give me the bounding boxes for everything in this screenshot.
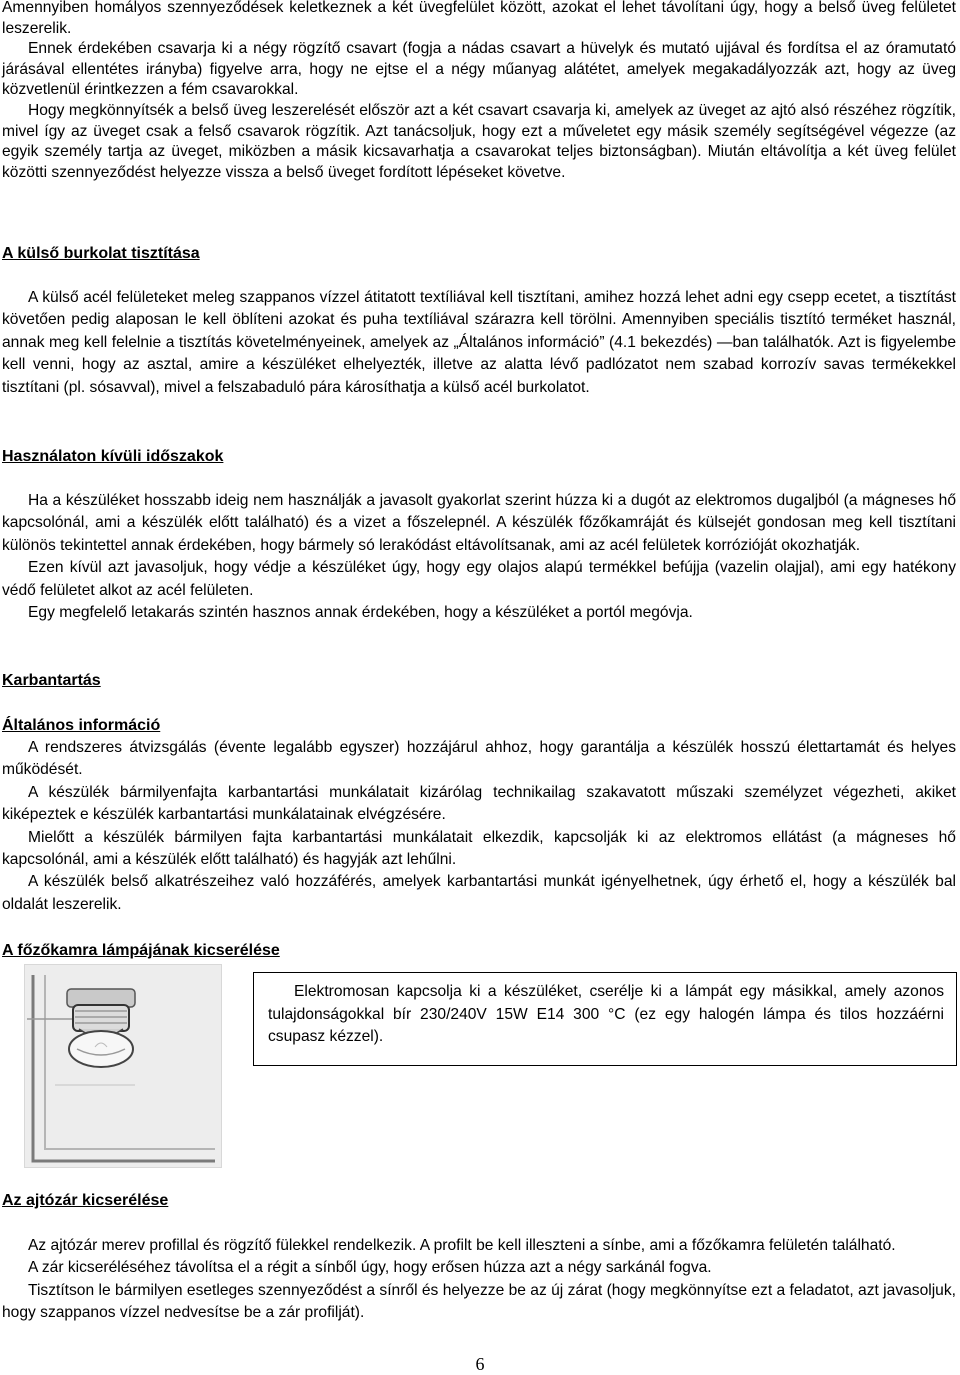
paragraph: Ezen kívül azt javasoljuk, hogy védje a készüléket úgy, hogy egy olajos alapú termékkel befújja (vazelin olajjal), ami egy hatékony védő felületet alkot az acél felületen. (2, 559, 956, 599)
section-heading-exterior: A külső burkolat tisztítása (2, 245, 200, 262)
paragraph: A zár kicseréléséhez távolítsa el a régit a sínből úgy, hogy erősen húzza azt a négy sarkánál fogva. (28, 1259, 712, 1277)
page-number: 6 (475, 1354, 485, 1374)
section-heading-maintenance: Karbantartás (2, 672, 101, 689)
idle-block (2, 490, 956, 624)
exterior-block (2, 287, 956, 399)
paragraph: A rendszeres átvizsgálás (évente legalább egyszer) hozzájárul ahhoz, hogy garantálja a készülék hosszú élettartamát és helyes működését. (2, 739, 956, 779)
paragraph: A készülék belső alkatrészeihez való hozzáférés, amelyek karbantartási munkát igényelhetnek, úgy érhető el, hogy a készülék bal oldalát leszerelik. (2, 873, 956, 913)
paragraph: Az ajtózár merev profillal és rögzítő fülekkel rendelkezik. A profilt be kell illeszteni a sínbe, ami a főzőkamra felületén található. (28, 1237, 896, 1254)
paragraph: Ennek érdekében csavarja ki a négy rögzítő csavart (fogja a nádas csavart a hüvelyk és mutató ujjával és fordítsa el az óramutató járásával ellentétes irányba) figyelve arra, hogy ne ejtse el a négy műanyag alátétet, amelyek megakadályozzák azt, hogy az üveg közvetlenül érintkezzen a fém csavarokkal. (2, 40, 956, 99)
intro-block (2, 0, 956, 183)
paragraph: Ha a készüléket hosszabb ideig nem használják a javasolt gyakorlat szerint húzza ki a dugót az elektromos dugaljból (a mágneses hő kapcsolónál, ami a készülék előtt található) és a vizet a főszelepnél. A készülék főzőkamráját és külsejét gondosan meg kell tisztítani különös tekintettel annak érdekében, hogy bármely só lerakódást eltávolítsanak, ami az acél felületek korrózióját okozhatják. (2, 492, 956, 554)
paragraph: A készülék bármilyenfajta karbantartási munkálatait kizárólag technikailag szakavatott műszaki személyzet végezheti, akiket kiképeztek e készülék karbantartási munkálatainak elvégzésére. (2, 783, 956, 824)
section-heading-general: Általános információ (2, 717, 161, 734)
section-heading-idle: Használaton kívüli időszakok (2, 448, 224, 465)
paragraph: Amennyiben homályos szennyeződések keletkeznek a két üvegfelület között, azokat el lehet távolítani úgy, hogy a belső üveg felületet leszerelik. (2, 0, 956, 37)
paragraph: A külső acél felületeket meleg szappanos vízzel átitatott textíliával kell tisztítani, amihez hozzá lehet adni egy csepp ecetet, a tisztítást követően pedig alaposan le kell öblíteni azokat és puha textíliával szárazra kell törölni. Amennyiben speciális tisztító terméket használ, annak meg kell felelnie a tisztítás követelményeinek, amelyek az „Általános információ” (4.1 bekezdés) —ban találhatók. Azt is figyelembe kell venni, hogy az asztal, amire a készüléket elhelyezték, illetve az alatta lévő padlózatot nem szabad korrozív savas termékekkel tisztítani (pl. sósavval), mivel a felszabaduló pára károsíthatja a külső acél burkolatot. (2, 289, 956, 396)
section-heading-lamp: A főzőkamra lámpájának kicserélése (2, 942, 280, 959)
lamp-instruction-box (253, 972, 957, 1066)
paragraph: Hogy megkönnyítsék a belső üveg leszerelését először azt a két csavart csavarja ki, amelyek az üveget az ajtó alsó részéhez rögzítik, mivel így az üveget csak a felső csavarok rögzítik. Azt tanácsoljuk, hogy ezt a műveletet egy másik személy segítségével végezze (az egyik személy tartja az üveget, miközben a másik kicsavarhatja a csavarokat teljes biztonságban). Miután eltávolítja a két üveg felület közötti szennyeződést helyezze vissza a belső üveget fordított lépéseket követve. (2, 101, 956, 181)
paragraph: Mielőtt a készülék bármilyen fajta karbantartási munkálatait elkezdik, kapcsolják ki az elektromos ellátást (a mágneses hő kapcsolónál, ami a készülék előtt található) és hagyják azt lehűlni. (2, 828, 956, 869)
section-heading-door: Az ajtózár kicserélése (2, 1192, 169, 1209)
door-block (2, 1235, 956, 1325)
general-block (2, 737, 956, 916)
oven-lamp-photo-icon (24, 964, 222, 1168)
paragraph: Egy megfelelő letakarás szintén hasznos annak érdekében, hogy a készüléket a portól megóvja. (28, 604, 693, 622)
paragraph: Tisztítson le bármilyen esetleges szennyeződést a sínről és helyezze be az új zárat (hogy megkönnyítse ezt a feladatot, azt javasoljuk, hogy szappanos vízzel nedvesítse be a zár profilját). (2, 1281, 956, 1322)
callout-text: Elektromosan kapcsolja ki a készüléket, cserélje ki a lámpát egy másikkal, amely azonos tulajdonságokkal bír 230/240V 15W E14 300 °C (ez egy halogén lámpa és tilos hozzáérni csupasz kézzel). (268, 983, 944, 1046)
